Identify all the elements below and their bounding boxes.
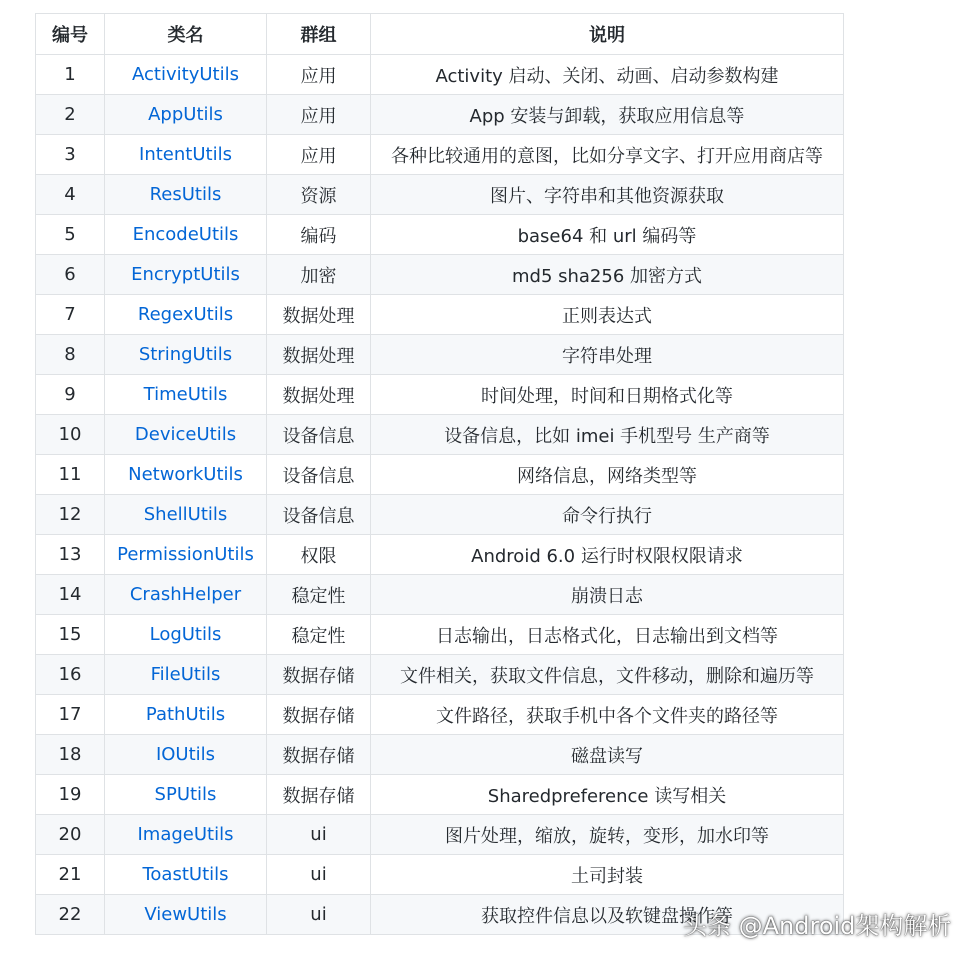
cell-description: 图片处理，缩放，旋转，变形，加水印等 (371, 815, 844, 855)
table-row (36, 55, 844, 95)
utils-table-container (35, 13, 843, 935)
cell-group: 应用 (267, 135, 371, 175)
cell-description: Sharedpreference 读写相关 (371, 775, 844, 815)
cell-group: 数据存储 (267, 775, 371, 815)
cell-number: 10 (36, 415, 105, 455)
table-row (36, 575, 844, 615)
class-name-link[interactable]: ActivityUtils (132, 64, 239, 85)
class-name-link[interactable]: ShellUtils (143, 504, 228, 525)
table-row (36, 535, 844, 575)
cell-class-name (105, 655, 267, 695)
cell-class-name (105, 895, 267, 935)
cell-class-name (105, 175, 267, 215)
cell-group: 权限 (267, 535, 371, 575)
cell-class-name (105, 695, 267, 735)
table-row (36, 455, 844, 495)
cell-description: 文件相关，获取文件信息，文件移动，删除和遍历等 (371, 655, 844, 695)
cell-class-name (105, 775, 267, 815)
class-name-link[interactable]: AppUtils (148, 104, 223, 125)
cell-group: 加密 (267, 255, 371, 295)
cell-description: 文件路径，获取手机中各个文件夹的路径等 (371, 695, 844, 735)
class-name-link[interactable]: ToastUtils (142, 864, 229, 885)
table-row (36, 815, 844, 855)
cell-number: 8 (36, 335, 105, 375)
cell-number: 21 (36, 855, 105, 895)
cell-group: 数据处理 (267, 295, 371, 335)
cell-number: 17 (36, 695, 105, 735)
cell-group: 数据存储 (267, 735, 371, 775)
utils-table (35, 13, 844, 935)
cell-group: 应用 (267, 95, 371, 135)
class-name-link[interactable]: EncryptUtils (131, 264, 240, 285)
cell-class-name (105, 415, 267, 455)
table-row (36, 335, 844, 375)
class-name-link[interactable]: IOUtils (155, 744, 216, 765)
cell-description: 获取控件信息以及软键盘操作等 (371, 895, 844, 935)
cell-class-name (105, 455, 267, 495)
class-name-link[interactable]: CrashHelper (129, 584, 242, 605)
class-name-link[interactable]: FileUtils (150, 664, 221, 685)
cell-group: 设备信息 (267, 415, 371, 455)
cell-description: md5 sha256 加密方式 (371, 255, 844, 295)
cell-description: Android 6.0 运行时权限权限请求 (371, 535, 844, 575)
cell-description: 土司封装 (371, 855, 844, 895)
class-name-link[interactable]: StringUtils (138, 344, 233, 365)
table-row (36, 375, 844, 415)
class-name-link[interactable]: IntentUtils (139, 144, 232, 165)
cell-group: 数据处理 (267, 375, 371, 415)
cell-number: 2 (36, 95, 105, 135)
class-name-link[interactable]: ViewUtils (144, 904, 227, 925)
class-name-link[interactable]: NetworkUtils (128, 464, 243, 485)
cell-description: 网络信息，网络类型等 (371, 455, 844, 495)
class-name-link[interactable]: SPUtils (154, 784, 217, 805)
cell-class-name (105, 855, 267, 895)
cell-number: 7 (36, 295, 105, 335)
cell-description: Activity 启动、关闭、动画、启动参数构建 (371, 55, 844, 95)
cell-description: 时间处理，时间和日期格式化等 (371, 375, 844, 415)
table-row (36, 695, 844, 735)
cell-number: 13 (36, 535, 105, 575)
cell-class-name (105, 535, 267, 575)
table-row (36, 215, 844, 255)
cell-class-name (105, 735, 267, 775)
cell-description: 磁盘读写 (371, 735, 844, 775)
cell-class-name (105, 55, 267, 95)
table-row (36, 855, 844, 895)
cell-description: 日志输出，日志格式化，日志输出到文档等 (371, 615, 844, 655)
header-class-name: 类名 (105, 14, 267, 55)
table-row (36, 775, 844, 815)
cell-group: 应用 (267, 55, 371, 95)
cell-number: 14 (36, 575, 105, 615)
class-name-link[interactable]: TimeUtils (143, 384, 228, 405)
header-group: 群组 (267, 14, 371, 55)
cell-class-name (105, 615, 267, 655)
cell-group: 设备信息 (267, 455, 371, 495)
table-row (36, 295, 844, 335)
cell-number: 19 (36, 775, 105, 815)
cell-description: 图片、字符串和其他资源获取 (371, 175, 844, 215)
cell-number: 18 (36, 735, 105, 775)
cell-group: 资源 (267, 175, 371, 215)
cell-number: 4 (36, 175, 105, 215)
cell-class-name (105, 575, 267, 615)
cell-group: 稳定性 (267, 615, 371, 655)
class-name-link[interactable]: LogUtils (149, 624, 222, 645)
class-name-link[interactable]: DeviceUtils (134, 424, 237, 445)
table-row (36, 735, 844, 775)
cell-number: 12 (36, 495, 105, 535)
cell-description: App 安装与卸载，获取应用信息等 (371, 95, 844, 135)
cell-number: 6 (36, 255, 105, 295)
cell-class-name (105, 335, 267, 375)
cell-class-name (105, 135, 267, 175)
header-description: 说明 (371, 14, 844, 55)
cell-description: base64 和 url 编码等 (371, 215, 844, 255)
cell-description: 字符串处理 (371, 335, 844, 375)
class-name-link[interactable]: PermissionUtils (117, 544, 254, 565)
table-row (36, 135, 844, 175)
table-row (36, 95, 844, 135)
cell-group: 数据存储 (267, 695, 371, 735)
cell-group: 数据处理 (267, 335, 371, 375)
class-name-link[interactable]: ImageUtils (137, 824, 234, 845)
cell-group: 数据存储 (267, 655, 371, 695)
cell-number: 15 (36, 615, 105, 655)
cell-group: ui (267, 815, 371, 855)
cell-number: 16 (36, 655, 105, 695)
cell-description: 崩溃日志 (371, 575, 844, 615)
cell-group: 设备信息 (267, 495, 371, 535)
cell-description: 各种比较通用的意图，比如分享文字、打开应用商店等 (371, 135, 844, 175)
table-row (36, 175, 844, 215)
cell-group: ui (267, 855, 371, 895)
cell-number: 9 (36, 375, 105, 415)
class-name-link[interactable]: PathUtils (145, 704, 226, 725)
cell-class-name (105, 215, 267, 255)
class-name-link[interactable]: RegexUtils (137, 304, 234, 325)
cell-description: 命令行执行 (371, 495, 844, 535)
cell-class-name (105, 815, 267, 855)
class-name-link[interactable]: ResUtils (149, 184, 222, 205)
cell-number: 3 (36, 135, 105, 175)
table-row (36, 415, 844, 455)
table-row (36, 615, 844, 655)
cell-description: 正则表达式 (371, 295, 844, 335)
table-row (36, 495, 844, 535)
cell-description: 设备信息，比如 imei 手机型号 生产商等 (371, 415, 844, 455)
cell-class-name (105, 495, 267, 535)
table-header-row (36, 14, 844, 55)
cell-class-name (105, 95, 267, 135)
cell-number: 1 (36, 55, 105, 95)
cell-class-name (105, 295, 267, 335)
cell-class-name (105, 375, 267, 415)
cell-number: 11 (36, 455, 105, 495)
cell-group: 稳定性 (267, 575, 371, 615)
table-row (36, 655, 844, 695)
cell-number: 22 (36, 895, 105, 935)
table-body (36, 55, 844, 935)
cell-class-name (105, 255, 267, 295)
cell-number: 20 (36, 815, 105, 855)
watermark: 头条 @Android架构解析 (683, 912, 952, 940)
table-row (36, 255, 844, 295)
header-number: 编号 (36, 14, 105, 55)
cell-group: ui (267, 895, 371, 935)
cell-number: 5 (36, 215, 105, 255)
cell-group: 编码 (267, 215, 371, 255)
class-name-link[interactable]: EncodeUtils (132, 224, 239, 245)
